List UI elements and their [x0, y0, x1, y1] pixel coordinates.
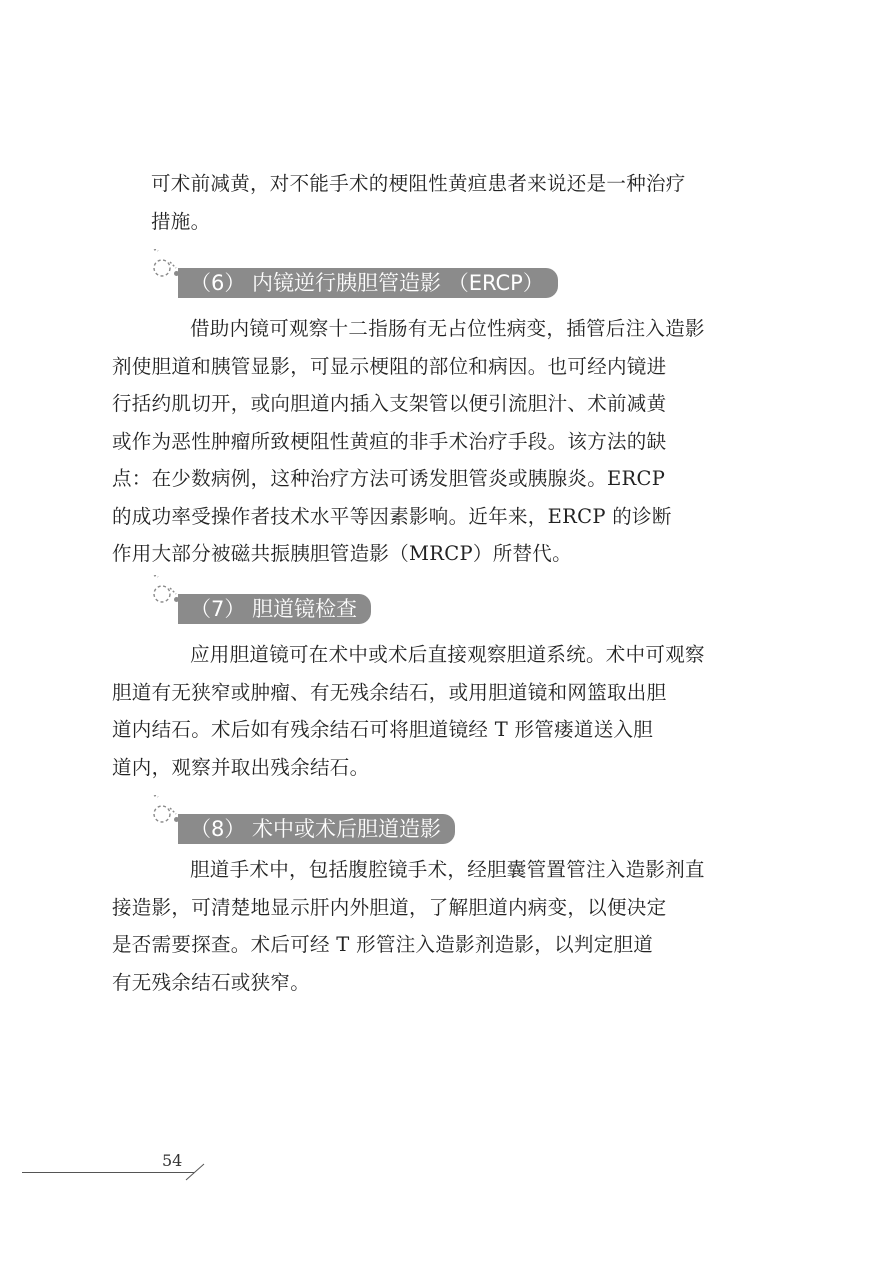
paragraph-line: 作用大部分被磁共振胰胆管造影（MRCP）所替代。	[112, 542, 572, 565]
paragraph-line: 借助内镜可观察十二指肠有无占位性病变，插管后注入造影	[190, 317, 705, 340]
paragraph-line: 的成功率受操作者技术水平等因素影响。近年来，ERCP 的诊断	[112, 504, 672, 528]
paragraph-line: 道内结石。术后如有残余结石可将胆道镜经 T 形管瘘道送入胆	[112, 718, 654, 741]
footer-rule	[22, 1172, 194, 1173]
section-heading-label: （6） 内镜逆行胰胆管造影 （ERCP）	[178, 268, 558, 298]
paragraph-line: 应用胆道镜可在术中或术后直接观察胆道系统。术中可观察	[190, 643, 705, 666]
paragraph-line: 有无残余结石或狭窄。	[112, 970, 311, 994]
paragraph-line: 点：在少数病例，这种治疗方法可诱发胆管炎或胰腺炎。ERCP	[112, 467, 666, 490]
paragraph-line: 是否需要探查。术后可经 T 形管注入造影剂造影，以判定胆道	[112, 933, 654, 956]
paragraph-line: 措施。	[151, 209, 211, 233]
paragraph-line: 行括约肌切开，或向胆道内插入支架管以便引流胆汁、术前减黄	[112, 392, 667, 415]
paragraph-line: 胆道手术中，包括腹腔镜手术，经胆囊管置管注入造影剂直	[190, 858, 705, 881]
section-paragraph-choledochoscopy	[112, 636, 741, 786]
paragraph-line: 剂使胆道和胰管显影，可显示梗阻的部位和病因。也可经内镜进	[112, 354, 667, 378]
section-paragraph-cholangiography	[112, 851, 741, 1001]
intro-paragraph	[151, 165, 741, 240]
section-heading-label: （7） 胆道镜检查	[178, 594, 371, 624]
section-heading-label: （8） 术中或术后胆道造影	[178, 814, 455, 844]
paragraph-line: 或作为恶性肿瘤所致梗阻性黄疸的非手术治疗手段。该方法的缺	[112, 429, 667, 453]
paragraph-line: 道内，观察并取出残余结石。	[112, 755, 370, 779]
page-number: 54	[162, 1151, 183, 1170]
footer-slash-decoration	[184, 1162, 208, 1182]
section-paragraph-ercp	[112, 310, 741, 573]
paragraph-line: 接造影，可清楚地显示肝内外胆道，了解胆道内病变，以便决定	[112, 895, 667, 919]
paragraph-line: 胆道有无狭窄或肿瘤、有无残余结石，或用胆道镜和网篮取出胆	[112, 680, 667, 704]
paragraph-line: 可术前减黄，对不能手术的梗阻性黄疸患者来说还是一种治疗	[151, 172, 686, 195]
